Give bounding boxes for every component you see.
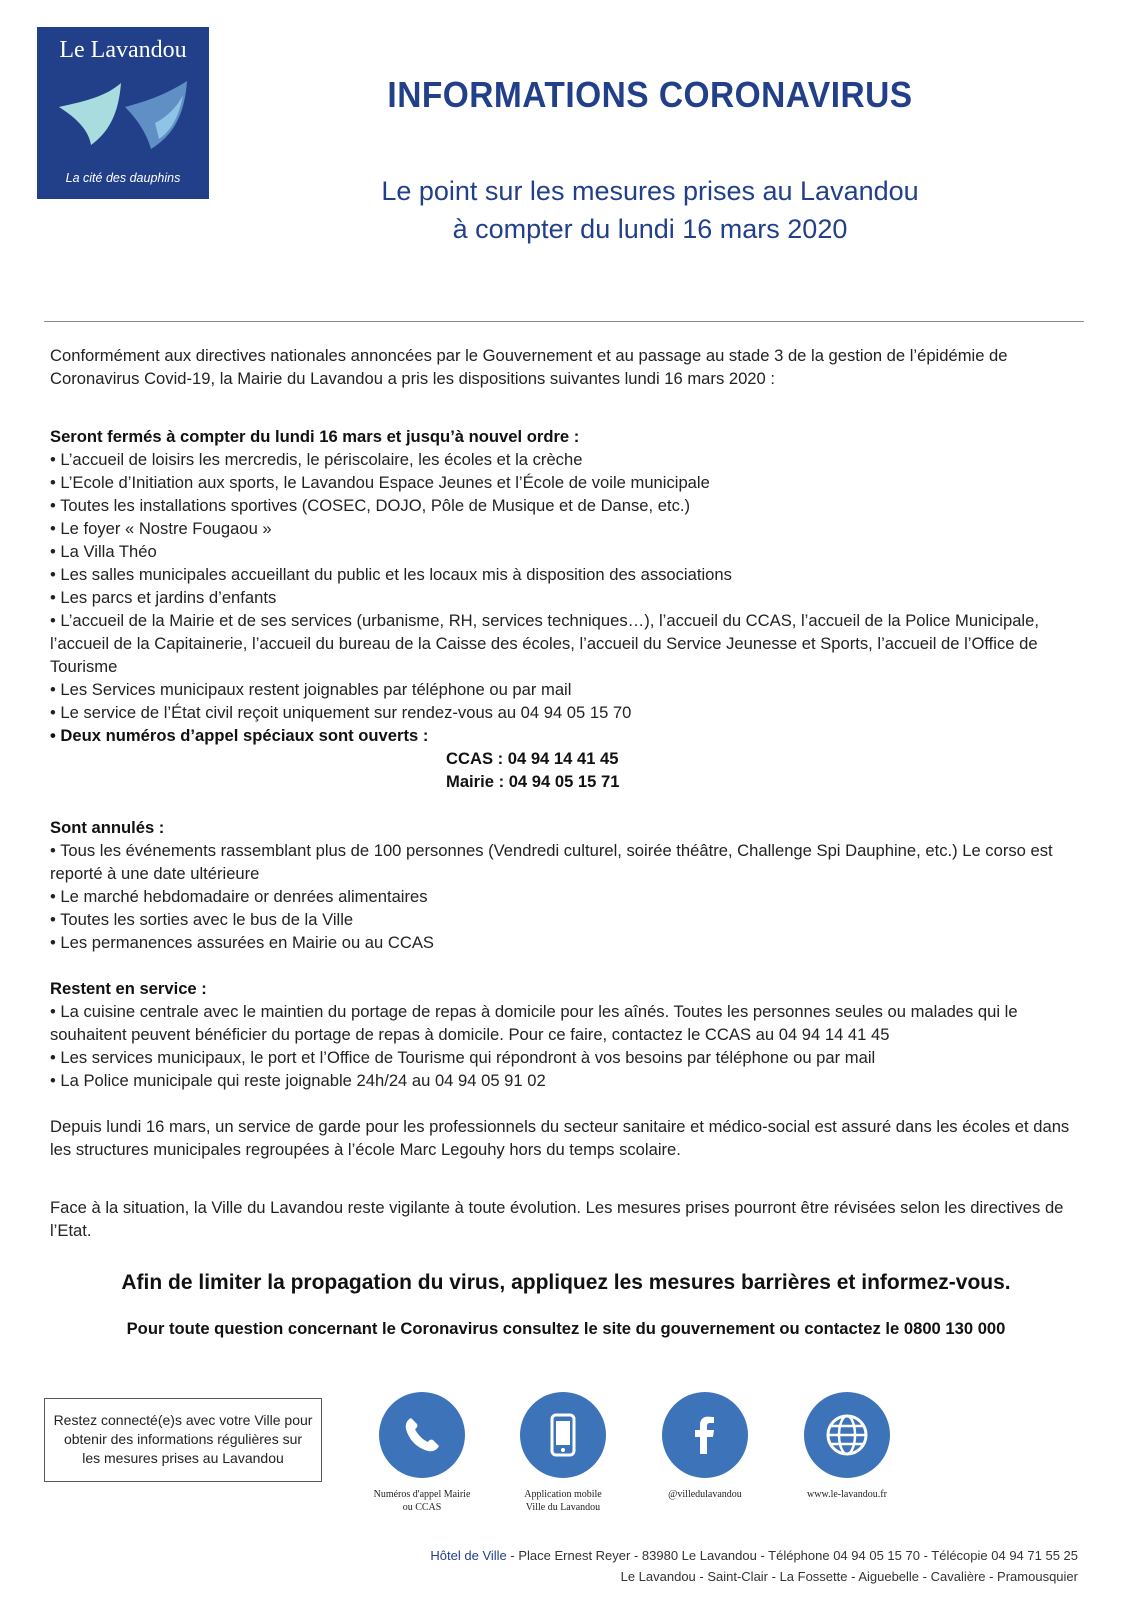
closed-item: • Le service de l’État civil reçoit uniquement sur rendez-vous au 04 94 05 15 70 [50,703,632,722]
connect-line-2: obtenir des informations régulières sur [63,1431,303,1447]
phone-caption-line-1: Numéros d'appel Mairie [373,1489,471,1500]
in-service-heading: Restent en service : [50,979,207,998]
facebook-icon[interactable] [662,1392,748,1478]
cancelled-item: • Le marché hebdomadaire or denrées alimentaires [50,887,428,906]
phone-caption-line-2: ou CCAS [402,1502,442,1513]
contact-facebook-item[interactable] [630,1392,780,1501]
phone-mairie: Mairie : 04 94 05 15 71 [446,772,620,791]
page-title: INFORMATIONS CORONAVIRUS [387,74,913,115]
closed-item: • Les parcs et jardins d’enfants [50,588,277,607]
in-service-item: • La cuisine centrale avec le maintien du portage de repas à domicile pour les aînés. Toutes les personnes seules ou malades qui le souhaitent peuvent bénéficier du portage de repas à domicile. Pour ce faire, contactez le CCAS au 04 94 14 41 45 [50,1002,1018,1044]
contact-app-item[interactable] [488,1392,638,1514]
website-caption [772,1488,922,1501]
phone-caption [347,1488,497,1514]
cancelled-item: • Tous les événements rassemblant plus de 100 personnes (Vendredi culturel, soirée théâtre, Challenge Spi Dauphine, etc.) Le corso est reporté à une date ultérieure [50,841,1053,883]
closed-item: • Toutes les installations sportives (COSEC, DOJO, Pôle de Musique et de Danse, etc.) [50,496,691,515]
dolphin-emblem-icon [55,77,191,157]
footer-address-line [430,1545,1078,1566]
closed-item: • Le foyer « Nostre Fougaou » [50,519,272,538]
header-divider [44,321,1084,322]
app-caption [488,1488,638,1514]
main-content [50,344,1084,1242]
facebook-caption [630,1488,780,1501]
app-caption-line-2: Ville du Lavandou [525,1502,601,1513]
in-service-item: • La Police municipale qui reste joignable 24h/24 au 04 94 05 91 02 [50,1071,546,1090]
in-service-item: • Les services municipaux, le port et l’Office de Tourisme qui répondront à vos besoins par téléphone ou par mail [50,1048,876,1067]
childcare-paragraph: Depuis lundi 16 mars, un service de garde pour les professionnels du secteur sanitaire et médico-social est assuré dans les écoles et dans les structures municipales regroupées à l’école Marc Legouhy hors du temps scolaire. [50,1117,1070,1159]
globe-icon[interactable] [804,1392,890,1478]
stay-connected-box [44,1398,322,1482]
phone-icon[interactable] [379,1392,465,1478]
closed-item: • Les salles municipales accueillant du public et les locaux mis à disposition des associations [50,565,732,584]
barrier-measures-banner: Afin de limiter la propagation du virus, appliquez les mesures barrières et informez-vous. [121,1271,1011,1294]
subtitle-line-1: Le point sur les mesures prises au Lavandou [381,176,919,206]
contact-banner: Pour toute question concernant le Coronavirus consultez le site du gouvernement ou contactez le 0800 130 000 [126,1319,1006,1338]
closed-item: • Les Services municipaux restent joignables par téléphone ou par mail [50,680,572,699]
cancelled-item: • Toutes les sorties avec le bus de la Ville [50,910,354,929]
closed-item: • L’accueil de loisirs les mercredis, le périscolaire, les écoles et la crèche [50,450,583,469]
footer-address: - Place Ernest Reyer - 83980 Le Lavandou - Téléphone 04 94 05 15 70 - Télécopie 04 94 71 55 25 [506,1548,1078,1563]
website-caption-line-1: www.le-lavandou.fr [807,1489,887,1500]
closed-item: • L’accueil de la Mairie et de ses services (urbanisme, RH, services techniques…), l’accueil du CCAS, l’accueil de la Police Municipale, l’accueil de la Capitainerie, l’accueil du bureau de la Caisse des écoles, l’accueil du Service Jeunesse et Sports, l’accueil de l’Office de Tourisme [50,611,1039,676]
cancelled-item: • Les permanences assurées en Mairie ou au CCAS [50,933,434,952]
logo-tagline: La cité des dauphins [65,171,181,185]
connect-line-1: Restez connecté(e)s avec votre Ville pour [53,1412,313,1428]
facebook-caption-line-1: @villedulavandou [668,1489,742,1500]
special-lines-item: • Deux numéros d’appel spéciaux sont ouverts : [50,726,429,745]
footer [430,1545,1078,1587]
cancelled-heading: Sont annulés : [50,818,165,837]
city-logo [37,27,209,199]
connect-line-3: les mesures prises au Lavandou [82,1450,284,1466]
intro-paragraph: Conformément aux directives nationales annoncées par le Gouvernement et au passage au stade 3 de la gestion de l’épidémie de Coronavirus Covid-19, la Mairie du Lavandou a pris les dispositions suivantes lundi 16 mars 2020 : [50,346,1008,388]
contact-phone-item[interactable] [347,1392,497,1514]
app-caption-line-1: Application mobile [524,1489,602,1500]
footer-places: Le Lavandou - Saint-Clair - La Fossette - Aiguebelle - Cavalière - Pramousquier [620,1569,1078,1584]
subtitle-line-2: à compter du lundi 16 mars 2020 [452,214,848,244]
closed-item: • La Villa Théo [50,542,157,561]
phone-ccas: CCAS : 04 94 14 41 45 [446,749,619,768]
footer-hotel-label: Hôtel de Ville [430,1548,507,1563]
mobile-icon[interactable] [520,1392,606,1478]
closed-heading: Seront fermés à compter du lundi 16 mars et jusqu’à nouvel ordre : [50,427,580,446]
closed-item: • L’Ecole d’Initiation aux sports, le Lavandou Espace Jeunes et l’École de voile municipale [50,473,710,492]
logo-name: Le Lavandou [59,37,187,63]
vigilance-paragraph: Face à la situation, la Ville du Lavandou reste vigilante à toute évolution. Les mesures prises pourront être révisées selon les directives de l’Etat. [50,1198,1064,1240]
page-subtitle [260,172,1040,248]
contact-website-item[interactable] [772,1392,922,1501]
